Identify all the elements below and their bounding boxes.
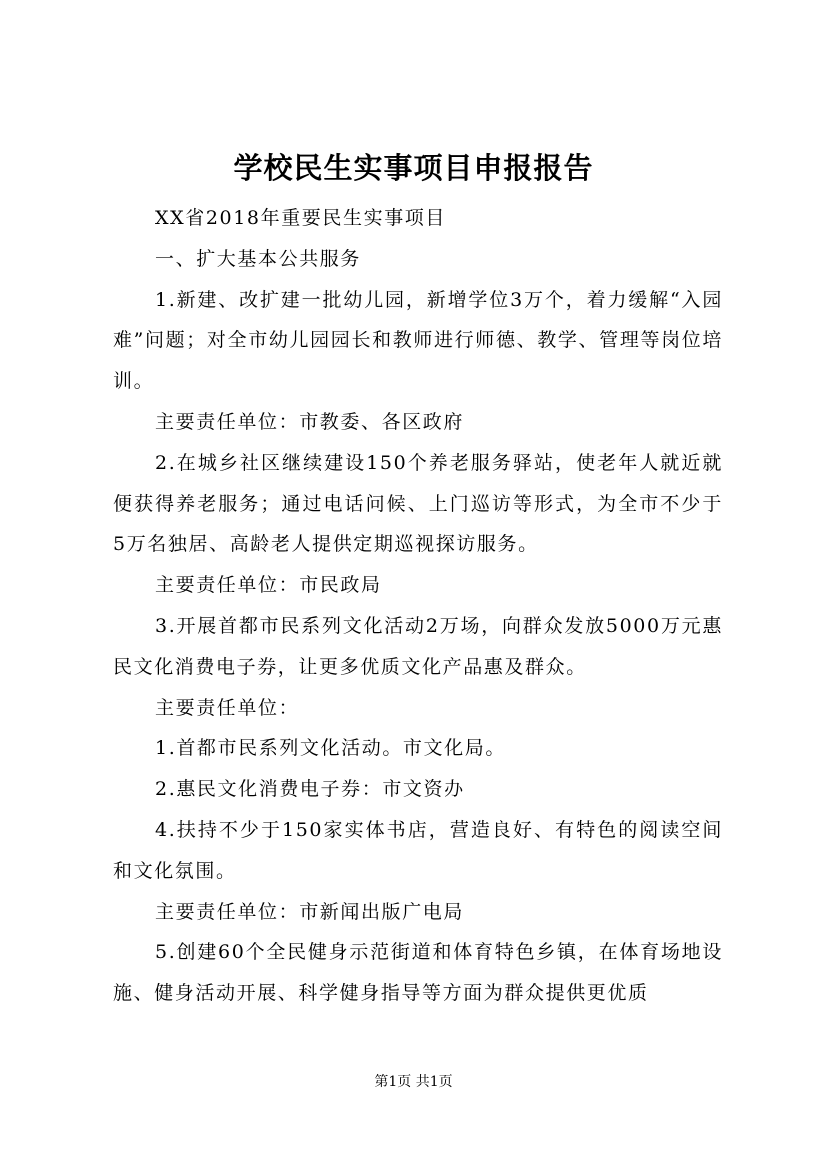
page-footer: 第1页 共1页 [374, 1074, 453, 1090]
paragraph-5: 2.在城乡社区继续建设150个养老服务驿站，使老年人就近就便获得养老服务；通过电话问候、上门巡访等形式，为全市不少于5万名独居、高龄老人提供定期巡视探访服务。 [113, 451, 723, 556]
paragraph-7: 3.开展首都市民系列文化活动2万场，向群众发放5000万元惠民文化消费电子券，让更多优质文化产品惠及群众。 [113, 614, 723, 678]
paragraph-8: 主要责任单位： [155, 696, 300, 719]
paragraph-4: 主要责任单位：市教委、各区政府 [155, 410, 465, 433]
paragraph-13: 5.创建60个全民健身示范街道和体育特色乡镇，在体育场地设施、健身活动开展、科学健身指导等方面为群众提供更优质 [113, 941, 723, 1005]
document-body [113, 198, 723, 1014]
paragraph-9: 1.首都市民系列文化活动。市文化局。 [155, 737, 506, 760]
paragraph-11: 4.扶持不少于150家实体书店，营造良好、有特色的阅读空间和文化氛围。 [113, 818, 723, 882]
document-title: 学校民生实事项目申报报告 [233, 151, 594, 185]
paragraph-3: 1.新建、改扩建一批幼儿园，新增学位3万个，着力缓解“入园难”问题；对全市幼儿园园长和教师进行师德、教学、管理等岗位培训。 [113, 288, 723, 393]
paragraph-12: 主要责任单位：市新闻出版广电局 [155, 900, 465, 923]
paragraph-10: 2.惠民文化消费电子券：市文资办 [155, 778, 465, 801]
paragraph-6: 主要责任单位：市民政局 [155, 574, 382, 597]
paragraph-1: XX省2018年重要民生实事项目 [155, 207, 447, 229]
paragraph-2: 一、扩大基本公共服务 [155, 247, 362, 270]
